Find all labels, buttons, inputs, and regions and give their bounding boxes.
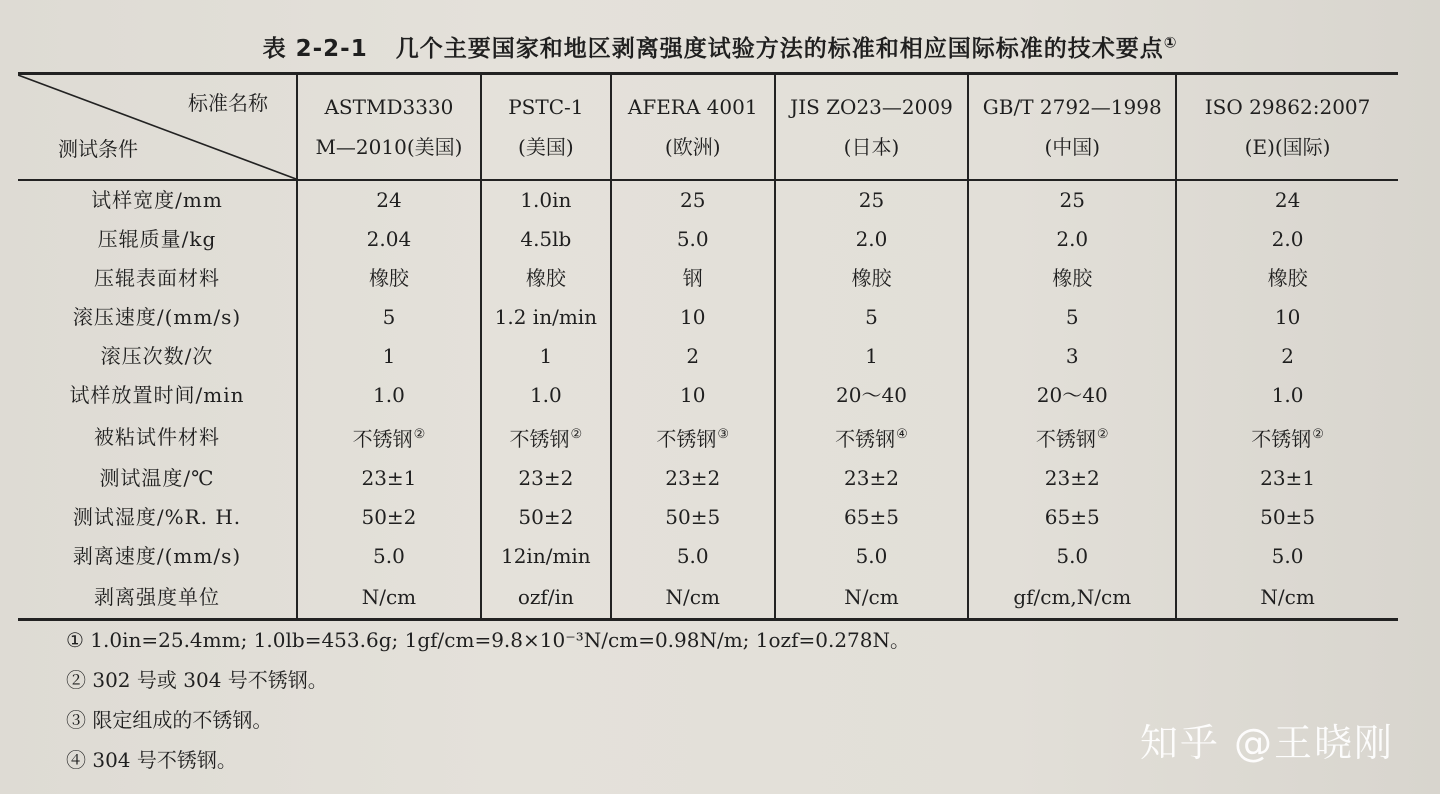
- table-cell: [481, 415, 611, 459]
- cell-value: 不锈钢: [835, 427, 896, 451]
- cell-value: 橡胶: [525, 266, 566, 290]
- cell-value: 1.0: [529, 383, 562, 407]
- table-cell: [1176, 576, 1398, 620]
- cell-value: 23±1: [1260, 466, 1316, 490]
- table-cell: [611, 576, 775, 620]
- table-row: [18, 376, 1398, 415]
- row-label: 试样放置时间/min: [69, 383, 245, 407]
- table-cell: [297, 298, 481, 337]
- row-label: 剥离强度单位: [18, 576, 297, 620]
- table-caption: [0, 30, 1440, 63]
- cell-value: 5.0: [373, 544, 405, 568]
- header-col-line1: ISO 29862:2007: [1204, 95, 1371, 119]
- cell-value: 10: [679, 305, 706, 329]
- cell-value: 10: [679, 383, 706, 407]
- table-cell: [1176, 459, 1398, 498]
- row-label: 试样宽度/mm: [91, 188, 223, 212]
- table-cell: [297, 498, 481, 537]
- table-cell: [1176, 180, 1398, 220]
- table-cell: [611, 459, 775, 498]
- table-row: [18, 459, 1398, 498]
- cell-value: 钢: [682, 266, 703, 290]
- table-row: [18, 337, 1398, 376]
- table-cell: [297, 576, 481, 620]
- header-col-line2: (中国): [1044, 135, 1101, 159]
- table-cell: [775, 376, 969, 415]
- table-cell: [297, 459, 481, 498]
- cell-value: 50±5: [1260, 505, 1316, 529]
- table-cell: [297, 180, 481, 220]
- table-cell: [775, 498, 969, 537]
- table-cell: [611, 415, 775, 459]
- table-cell: [968, 498, 1176, 537]
- table-cell: [968, 537, 1176, 576]
- table-row: [18, 298, 1398, 337]
- footnote-mark: ②: [413, 427, 426, 442]
- table-cell: [775, 459, 969, 498]
- table-cell: [481, 220, 611, 259]
- table-cell: [968, 180, 1176, 220]
- table-cell: [775, 576, 969, 620]
- table-row: [18, 537, 1398, 576]
- table-cell: [1176, 298, 1398, 337]
- cell-value: N/cm: [844, 584, 899, 609]
- table-cell: [481, 298, 611, 337]
- header-col-gb: [968, 74, 1176, 181]
- table-cell: [775, 220, 969, 259]
- cell-value: 3: [1065, 344, 1079, 368]
- header-col-line1: GB/T 2792—1998: [982, 95, 1162, 119]
- footnote-mark: ②: [1096, 427, 1109, 442]
- table-row: [18, 180, 1398, 220]
- cell-value: 1.0in: [520, 188, 572, 212]
- table-cell: [611, 180, 775, 220]
- table-cell: [481, 376, 611, 415]
- table-cell: [1176, 376, 1398, 415]
- cell-value: 5: [865, 305, 878, 329]
- cell-value: 5: [382, 305, 396, 329]
- cell-value: 4.5lb: [520, 227, 572, 251]
- table-header-row: [18, 74, 1398, 181]
- cell-value: 不锈钢: [1035, 427, 1096, 451]
- table-cell: [481, 576, 611, 620]
- table-cell: [611, 259, 775, 298]
- table-row: [18, 576, 1398, 620]
- footnote-mark: ③: [717, 427, 730, 442]
- header-col-line2: M—2010(美国): [315, 135, 463, 159]
- cell-value: ozf/in: [517, 584, 574, 609]
- table-cell: [1176, 220, 1398, 259]
- cell-value: 5.0: [1271, 544, 1304, 568]
- cell-value: 2: [686, 344, 700, 368]
- cell-value: 橡胶: [851, 266, 892, 290]
- table-cell: [481, 498, 611, 537]
- cell-value: 24: [1274, 188, 1301, 212]
- table-cell: [775, 298, 969, 337]
- cell-value: N/cm: [361, 584, 417, 609]
- cell-value: 2.0: [1271, 227, 1304, 251]
- caption-footnote-mark: ①: [1163, 33, 1178, 52]
- table-cell: [1176, 337, 1398, 376]
- cell-value: 2.0: [1056, 227, 1089, 251]
- header-col-jis: [775, 74, 969, 181]
- cell-value: 23±1: [361, 466, 417, 490]
- cell-value: 橡胶: [368, 266, 409, 290]
- table-cell: [1176, 537, 1398, 576]
- cell-value: 12in/min: [500, 544, 591, 568]
- cell-value: 5.0: [1056, 544, 1089, 568]
- header-col-afera: [611, 74, 775, 181]
- table-cell: [1176, 415, 1398, 459]
- header-standard-name: 标准名称: [188, 91, 268, 115]
- table-cell: [297, 337, 481, 376]
- cell-value: 5.0: [855, 544, 888, 568]
- cell-value: 不锈钢: [1251, 427, 1312, 451]
- table-cell: [775, 537, 969, 576]
- header-col-pstc: [481, 74, 611, 181]
- table-cell: [481, 259, 611, 298]
- footnote-mark: ②: [570, 427, 583, 442]
- header-col-line2: (欧洲): [664, 135, 721, 159]
- row-label: 测试湿度/%R. H.: [72, 505, 242, 529]
- cell-value: 1.2 in/min: [494, 305, 598, 329]
- table-cell: [968, 259, 1176, 298]
- header-col-iso: [1176, 74, 1398, 181]
- cell-value: 不锈钢: [352, 427, 413, 451]
- table-cell: [481, 537, 611, 576]
- header-col-line1: ASTMD3330: [324, 95, 454, 119]
- cell-value: 1: [382, 344, 396, 368]
- footnote-mark: ④: [896, 427, 908, 442]
- table-cell: [968, 576, 1176, 620]
- table-row: [18, 498, 1398, 537]
- header-col-line2: (E)(国际): [1244, 135, 1331, 159]
- row-label: 滚压次数/次: [100, 344, 214, 368]
- table-cell: [775, 337, 969, 376]
- table-cell: [297, 415, 481, 459]
- header-col-astm: [297, 74, 481, 181]
- table-cell: [611, 220, 775, 259]
- cell-value: 不锈钢: [656, 427, 717, 451]
- table-cell: [297, 376, 481, 415]
- standards-table: [18, 72, 1398, 621]
- header-col-line1: JIS ZO23—2009: [790, 95, 953, 119]
- cell-value: 不锈钢: [509, 427, 570, 451]
- table-cell: [611, 298, 775, 337]
- header-col-line2: (日本): [843, 135, 900, 159]
- footnote-3: ③ 限定组成的不锈钢。: [66, 708, 273, 732]
- table-cell: [611, 537, 775, 576]
- footnotes: [66, 620, 910, 780]
- footnote-mark: ②: [1312, 427, 1324, 442]
- cell-value: N/cm: [665, 584, 720, 609]
- table-cell: [481, 459, 611, 498]
- table-cell: [297, 220, 481, 259]
- table-cell: [968, 337, 1176, 376]
- header-col-line2: (美国): [518, 135, 574, 159]
- cell-value: 25: [858, 188, 885, 212]
- cell-value: 50±5: [665, 505, 721, 529]
- table-cell: [1176, 259, 1398, 298]
- cell-value: 5: [1065, 305, 1079, 329]
- table-row: [18, 259, 1398, 298]
- cell-value: 23±2: [665, 466, 721, 490]
- footnote-4: ④ 304 号不锈钢。: [66, 748, 237, 772]
- row-label: 滚压速度/(mm/s): [72, 305, 242, 329]
- table-cell: [611, 376, 775, 415]
- table-cell: [968, 376, 1176, 415]
- cell-value: 65±5: [1044, 505, 1100, 529]
- cell-value: 1: [865, 344, 878, 368]
- footnote-2: ② 302 号或 304 号不锈钢。: [66, 668, 328, 692]
- cell-value: 20～40: [1036, 383, 1108, 407]
- cell-value: 20～40: [836, 383, 907, 407]
- table-cell: [297, 537, 481, 576]
- table-cell: [968, 220, 1176, 259]
- table-cell: [481, 180, 611, 220]
- table-cell: [968, 298, 1176, 337]
- cell-value: 65±5: [844, 505, 899, 529]
- table-row: [18, 415, 1398, 459]
- table-row: [18, 220, 1398, 259]
- cell-value: N/cm: [1260, 584, 1315, 609]
- header-test-condition: 测试条件: [58, 137, 138, 161]
- cell-value: 24: [376, 188, 402, 212]
- table-cell: [481, 337, 611, 376]
- cell-value: 2: [1281, 344, 1294, 368]
- row-label: 压辊质量/kg: [97, 227, 217, 251]
- cell-value: 10: [1274, 305, 1301, 329]
- table-cell: [968, 415, 1176, 459]
- table-cell: [1176, 498, 1398, 537]
- table-cell: [611, 498, 775, 537]
- watermark: 知乎 @王晓刚: [1139, 721, 1394, 765]
- row-label: 被粘试件材料: [94, 424, 220, 449]
- cell-value: 23±2: [518, 466, 574, 490]
- cell-value: 1.0: [1271, 383, 1304, 407]
- table-cell: [297, 259, 481, 298]
- table-number: 表 2-2-1: [262, 36, 368, 62]
- row-label: 压辊表面材料: [94, 266, 220, 290]
- cell-value: 1.0: [373, 383, 405, 407]
- cell-value: 50±2: [361, 505, 417, 529]
- row-label: 测试温度/℃: [99, 466, 215, 490]
- cell-value: 5.0: [676, 227, 709, 251]
- cell-value: 橡胶: [1267, 266, 1308, 290]
- footnote-1: ① 1.0in=25.4mm; 1.0lb=453.6g; 1gf/cm=9.8×10⁻³N/cm=0.98N/m; 1ozf=0.278N。: [66, 628, 910, 652]
- cell-value: gf/cm,N/cm: [1013, 584, 1132, 609]
- header-col-line1: AFERA 4001: [627, 95, 758, 119]
- table-cell: [611, 337, 775, 376]
- cell-value: 50±2: [518, 505, 574, 529]
- cell-value: 2.0: [855, 227, 888, 251]
- header-col-line1: PSTC-1: [508, 95, 584, 119]
- table-cell: [968, 459, 1176, 498]
- cell-value: 23±2: [844, 466, 899, 490]
- cell-value: 25: [1059, 188, 1085, 212]
- cell-value: 2.04: [366, 227, 412, 251]
- cell-value: 23±2: [1044, 466, 1100, 490]
- table-body: [18, 180, 1398, 620]
- cell-value: 25: [679, 188, 706, 212]
- table-title: 几个主要国家和地区剥离强度试验方法的标准和相应国际标准的技术要点: [395, 36, 1164, 62]
- cell-value: 橡胶: [1052, 266, 1093, 290]
- header-corner-cell: [18, 74, 297, 181]
- row-label: 剥离速度/(mm/s): [72, 544, 242, 568]
- cell-value: 5.0: [676, 544, 709, 568]
- table-cell: [775, 259, 969, 298]
- table-cell: [775, 415, 969, 459]
- cell-value: 1: [539, 344, 553, 368]
- table-cell: [775, 180, 969, 220]
